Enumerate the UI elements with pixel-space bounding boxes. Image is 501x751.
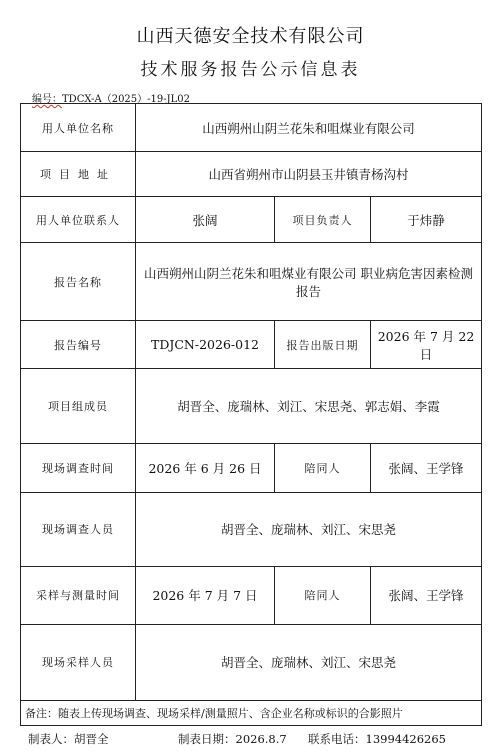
sampling-time-value: 2026 年 7 月 7 日 bbox=[136, 566, 275, 624]
report-no-label: 报告编号 bbox=[21, 321, 136, 369]
table-row bbox=[21, 243, 482, 321]
footer bbox=[28, 731, 446, 747]
leader-label: 项目负责人 bbox=[275, 197, 371, 243]
sampling-time-label: 采样与测量时间 bbox=[21, 566, 136, 624]
address-value: 山西省朔州市山阴县玉井镇青杨沟村 bbox=[136, 152, 482, 197]
sampling-staff-value: 胡晋全、庞瑞林、刘江、宋思尧 bbox=[136, 624, 482, 700]
table-row bbox=[21, 700, 482, 725]
report-name-line-2: 职业病危害因素检测报告 bbox=[296, 265, 474, 299]
table-row bbox=[21, 369, 482, 444]
serial-prefix: 编号： bbox=[32, 94, 62, 105]
table-row bbox=[21, 444, 482, 492]
form-subtitle: 技术服务报告公示信息表 bbox=[140, 60, 361, 80]
members-value: 胡晋全、庞瑞林、刘江、宋思尧、郭志娟、李霞 bbox=[136, 369, 482, 444]
survey-staff-value: 胡晋全、庞瑞林、刘江、宋思尧 bbox=[136, 492, 482, 566]
report-name-line-1: 山西朔州山阴兰花朱和咀煤业有限公司 bbox=[144, 265, 357, 281]
table-row bbox=[21, 104, 482, 152]
publish-date-value: 2026 年 7 月 22 日 bbox=[371, 321, 482, 369]
survey-staff-label: 现场调查人员 bbox=[21, 492, 136, 566]
members-label: 项目组成员 bbox=[21, 369, 136, 444]
survey-time-value: 2026 年 6 月 26 日 bbox=[136, 444, 275, 492]
report-no-value: TDJCN-2026-012 bbox=[136, 321, 275, 369]
sampling-staff-label: 现场采样人员 bbox=[21, 624, 136, 700]
report-name-value bbox=[136, 243, 482, 321]
serial-value: TDCX-A（2025）-19-JL02 bbox=[62, 94, 191, 105]
employer-label: 用人单位名称 bbox=[21, 104, 136, 152]
table-row bbox=[21, 197, 482, 243]
preparer: 制表人：胡晋全 bbox=[28, 732, 109, 746]
company-title: 山西天德安全技术有限公司 bbox=[136, 26, 365, 47]
report-name-label: 报告名称 bbox=[21, 243, 136, 321]
survey-time-label: 现场调查时间 bbox=[21, 444, 136, 492]
publish-date-label: 报告出版日期 bbox=[275, 321, 371, 369]
table-row bbox=[21, 321, 482, 369]
accompany-label-2: 陪同人 bbox=[275, 566, 371, 624]
accompany-value-1: 张阔、王学锋 bbox=[371, 444, 482, 492]
prepared-date: 制表日期：2026.8.7 bbox=[178, 732, 287, 746]
remarks-note: 备注：随表上传现场调查、现场采样/测量照片、含企业名称或标识的合影照片 bbox=[21, 700, 482, 725]
contact-label: 用人单位联系人 bbox=[21, 197, 136, 243]
table-row bbox=[21, 492, 482, 566]
info-table bbox=[20, 103, 482, 726]
address-label: 项目地址 bbox=[21, 152, 136, 197]
leader-value: 于炜静 bbox=[371, 197, 482, 243]
table-row bbox=[21, 152, 482, 197]
employer-value: 山西朔州山阴兰花朱和咀煤业有限公司 bbox=[136, 104, 482, 152]
contact-value: 张阔 bbox=[136, 197, 275, 243]
accompany-value-2: 张阔、王学锋 bbox=[371, 566, 482, 624]
contact-phone: 联系电话：13994426265 bbox=[308, 732, 446, 746]
table-row bbox=[21, 624, 482, 700]
accompany-label-1: 陪同人 bbox=[275, 444, 371, 492]
table-row bbox=[21, 566, 482, 624]
